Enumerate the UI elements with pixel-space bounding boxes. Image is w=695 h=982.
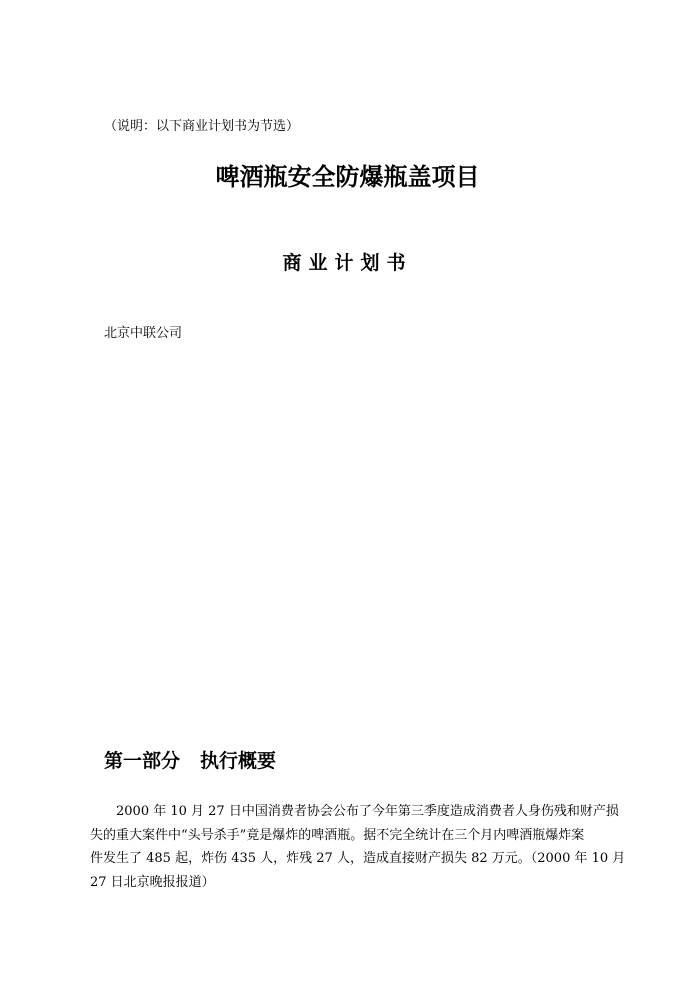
document-title: 啤酒瓶安全防爆瓶盖项目 bbox=[215, 162, 480, 191]
summary-paragraph bbox=[90, 800, 626, 894]
company-name: 北京中联公司 bbox=[104, 326, 183, 341]
section-part-label: 第一部分 bbox=[104, 750, 181, 772]
section-title: 执行概要 bbox=[200, 750, 277, 772]
section-heading bbox=[104, 748, 276, 774]
paragraph-line: 失的重大案件中“头号杀手”竟是爆炸的啤酒瓶。据不完全统计在三个月内啤酒瓶爆炸案 bbox=[90, 827, 585, 843]
paragraph-line: 27 日北京晚报报道） bbox=[90, 874, 215, 890]
excerpt-note: （说明：以下商业计划书为节选） bbox=[104, 119, 300, 134]
paragraph-line: 2000 年 10 月 27 日中国消费者协会公布了今年第三季度造成消费者人身伤残和财产损 bbox=[116, 804, 619, 819]
document-subtitle: 商业计划书 bbox=[282, 252, 413, 274]
paragraph-line: 件发生了 485 起，炸伤 435 人，炸残 27 人，造成直接财产损失 82 万元。（2000 年 10 月 bbox=[90, 851, 626, 866]
